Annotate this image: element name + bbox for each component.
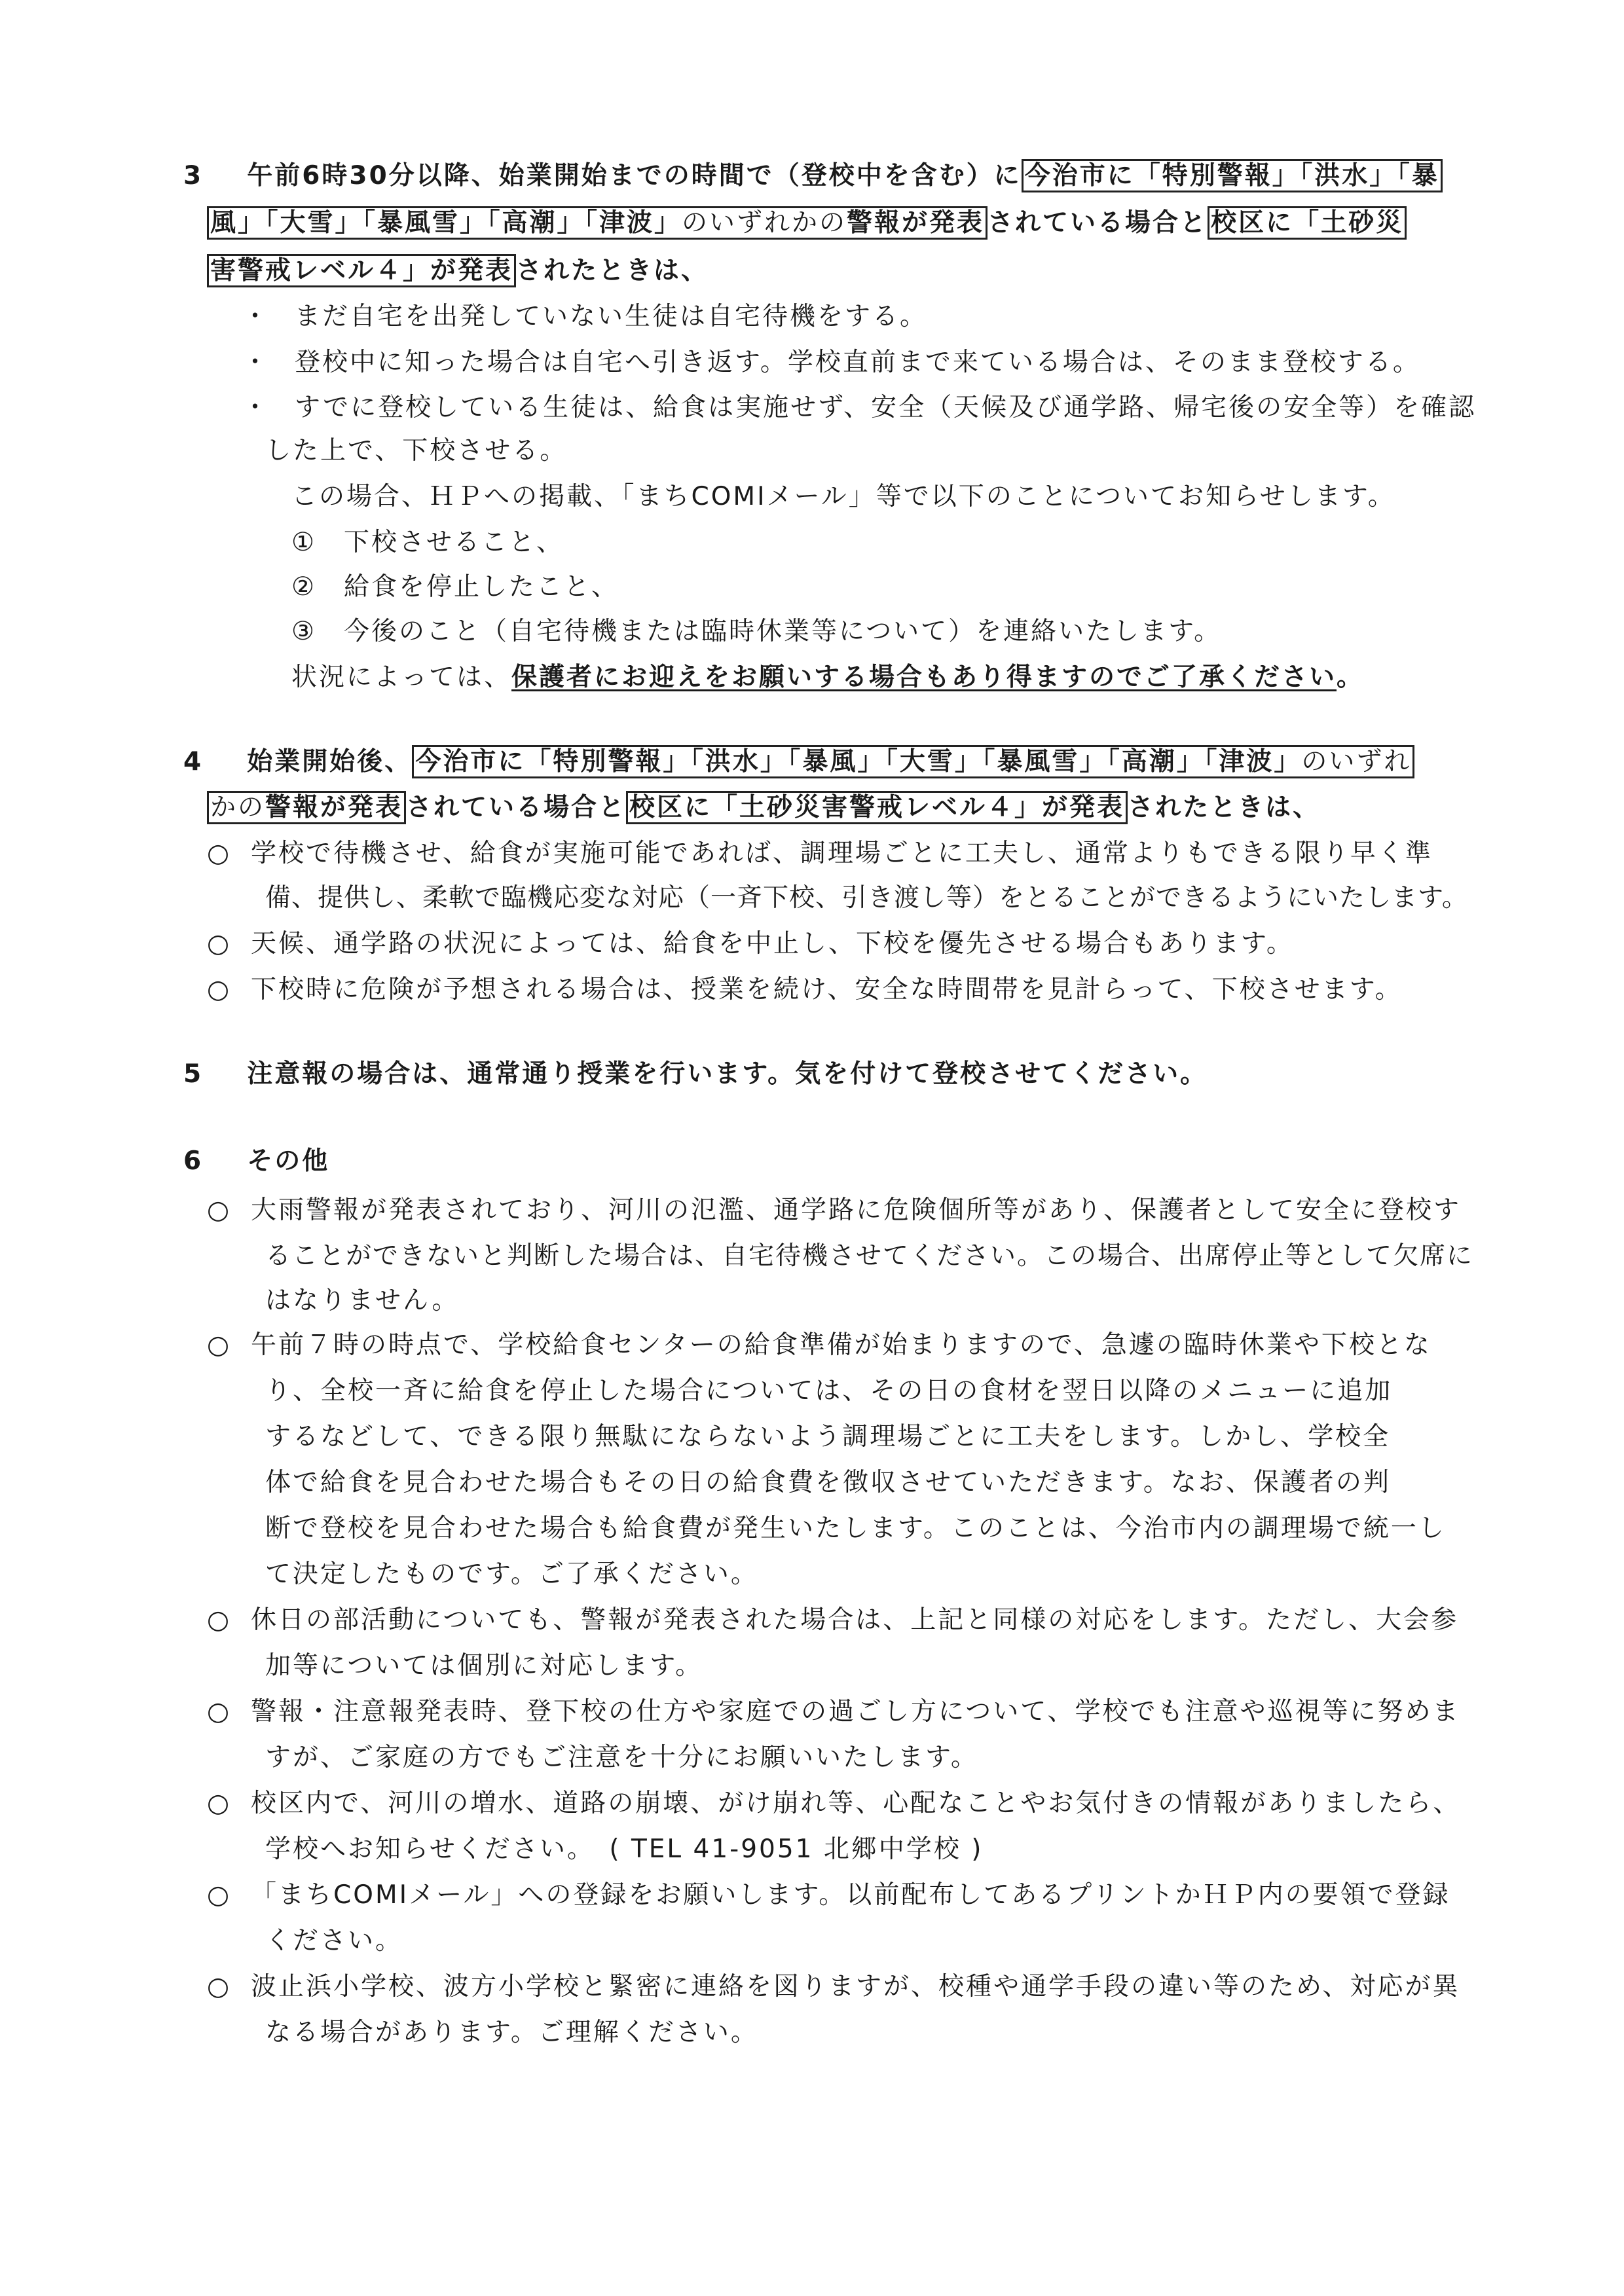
circle-item-continued: すが、ご家庭の方でもご注意を十分にお願いいたします。 bbox=[265, 1743, 978, 1772]
circle-item: ○ 波止浜小学校、波方小学校と緊密に連絡を図りますが、校種や通学手段の違い等のため、対応が異 bbox=[207, 1972, 1460, 2001]
boxed-school-district: 校区に「土砂災 bbox=[1208, 206, 1407, 240]
section-3-line-2: 風」「大雪」「暴風雪」「高潮」「津波」のいずれかの警報が発表 されている場合と 校区に「土砂災 bbox=[207, 204, 1407, 242]
circle-item: ○ 午前７時の時点で、学校給食センターの給食準備が始まりますので、急遽の臨時休業や下校とな bbox=[207, 1330, 1431, 1360]
circle-item-continued: て決定したものです。ご了承ください。 bbox=[265, 1559, 758, 1589]
circle-item: ○ 休日の部活動についても、警報が発表された場合は、上記と同様の対応をします。ただし、大会参 bbox=[207, 1605, 1459, 1635]
circle-item-continued: り、全校一斉に給食を停止した場合については、その日の食材を翌日以降のメニューに追加 bbox=[265, 1376, 1393, 1406]
bullet-item-continued: した上で、下校させる。 bbox=[265, 436, 568, 465]
boxed-warning-area: 今治市に「特別警報」「洪水」「暴風」「大雪」「暴風雪」「高潮」「津波」のいずれ bbox=[412, 745, 1414, 778]
circle-item: ○ 警報・注意報発表時、登下校の仕方や家庭での過ごし方について、学校でも注意や巡視等に努めま bbox=[207, 1697, 1460, 1726]
circle-item: ○ 大雨警報が発表されており、河川の氾濫、通学路に危険個所等があり、保護者として安全に登校す bbox=[207, 1195, 1462, 1225]
circle-item-continued: 備、提供し、柔軟で臨機応変な対応（一斉下校、引き渡し等）をとることができるようにいたします。 bbox=[265, 883, 1468, 913]
circle-item-continued: 断で登校を見合わせた場合も給食費が発生いたします。このことは、今治市内の調理場で統一し bbox=[265, 1514, 1446, 1543]
section-5: 5 注意報の場合は、通常通り授業を行います。気を付けて登校させてください。 bbox=[183, 1059, 1208, 1089]
underlined-pickup-request: 保護者にお迎えをお願いする場合もあり得ますのでご了承ください bbox=[511, 663, 1337, 692]
circle-item-continued: なる場合があります。ご理解ください。 bbox=[265, 2018, 758, 2047]
section-3-line-3: 害警戒レベル４」が発表 されたときは、 bbox=[207, 252, 709, 290]
notice-line: この場合、ＨＰへの掲載、「まちCOMIメール」等で以下のことについてお知らせします。 bbox=[291, 482, 1395, 511]
bullet-item: ・ 登校中に知った場合は自宅へ引き返す。学校直前まで来ている場合は、そのまま登校する。 bbox=[242, 348, 1420, 377]
boxed-warning-list: 風」「大雪」「暴風雪」「高潮」「津波」のいずれかの警報が発表 bbox=[207, 206, 987, 240]
bullet-item: ・ すでに登校している生徒は、給食は実施せず、安全（天候及び通学路、帰宅後の安全等）を確認 bbox=[242, 393, 1477, 422]
circle-item: ○ 下校時に危険が予想される場合は、授業を続け、安全な時間帯を見計らって、下校させます。 bbox=[207, 975, 1403, 1004]
circle-item-continued: ください。 bbox=[265, 1926, 403, 1956]
bullet-item: ・ まだ自宅を出発していない生徒は自宅待機をする。 bbox=[242, 302, 928, 331]
school-contact: 学校へお知らせください。 ( TEL 41-9051 北郷中学校 ) bbox=[265, 1834, 984, 1864]
circle-item: ○ 「まちCOMIメール」への登録をお願いします。以前配布してあるプリントかＨＰ内の要領で登録 bbox=[207, 1880, 1450, 1910]
section-5-number: 5 bbox=[183, 1059, 204, 1089]
section-3-line-1: 3 午前6時30分以降、始業開始までの時間で（登校中を含む）に 今治市に「特別警報」「洪水」「暴 bbox=[183, 157, 1443, 195]
boxed-school-district: 校区に「土砂災害警戒レベル４」が発表 bbox=[626, 791, 1128, 824]
section-4-line-1: 4 始業開始後、 今治市に「特別警報」「洪水」「暴風」「大雪」「暴風雪」「高潮」「津波」のいずれ bbox=[183, 743, 1414, 781]
numbered-item-1: ① 下校させること、 bbox=[291, 528, 564, 557]
circle-item: ○ 天候、通学路の状況によっては、給食を中止し、下校を優先させる場合もあります。 bbox=[207, 929, 1294, 958]
circle-item: ○ 学校で待機させ、給食が実施可能であれば、調理場ごとに工夫し、通常よりもできる限り早く準 bbox=[207, 839, 1433, 868]
section-3-number: 3 bbox=[183, 161, 204, 191]
section-6-heading: 6 その他 bbox=[183, 1146, 330, 1176]
section-4-number: 4 bbox=[183, 747, 204, 776]
pickup-notice: 状況によっては、保護者にお迎えをお願いする場合もあり得ますのでご了承ください。 bbox=[291, 663, 1365, 692]
numbered-item-2: ② 給食を停止したこと、 bbox=[291, 572, 619, 602]
section-4-line-2: かの警報が発表 されている場合と 校区に「土砂災害警戒レベル４」が発表 されたときは、 bbox=[207, 789, 1320, 827]
circle-item: ○ 校区内で、河川の増水、道路の崩壊、がけ崩れ等、心配なことやお気付きの情報がありましたら、 bbox=[207, 1789, 1461, 1818]
circle-item-continued: 加等については個別に対応します。 bbox=[265, 1651, 703, 1681]
numbered-item-3: ③ 今後のこと（自宅待機または臨時休業等について）を連絡いたします。 bbox=[291, 617, 1222, 646]
circle-item-continued: はなりません。 bbox=[265, 1286, 460, 1315]
circle-item-continued: 体で給食を見合わせた場合もその日の給食費を徴収させていただきます。なお、保護者の判 bbox=[265, 1468, 1391, 1497]
circle-item-continued: するなどして、できる限り無駄にならないよう調理場ごとに工夫をします。しかし、学校全 bbox=[265, 1422, 1391, 1451]
boxed-warning-issued: かの警報が発表 bbox=[207, 791, 406, 824]
boxed-landslide-level: 害警戒レベル４」が発表 bbox=[207, 254, 516, 287]
section-6-number: 6 bbox=[183, 1146, 204, 1176]
boxed-warning-area: 今治市に「特別警報」「洪水」「暴 bbox=[1022, 159, 1443, 192]
circle-item-continued: ることができないと判断した場合は、自宅待機させてください。この場合、出席停止等として欠席に bbox=[265, 1241, 1474, 1271]
